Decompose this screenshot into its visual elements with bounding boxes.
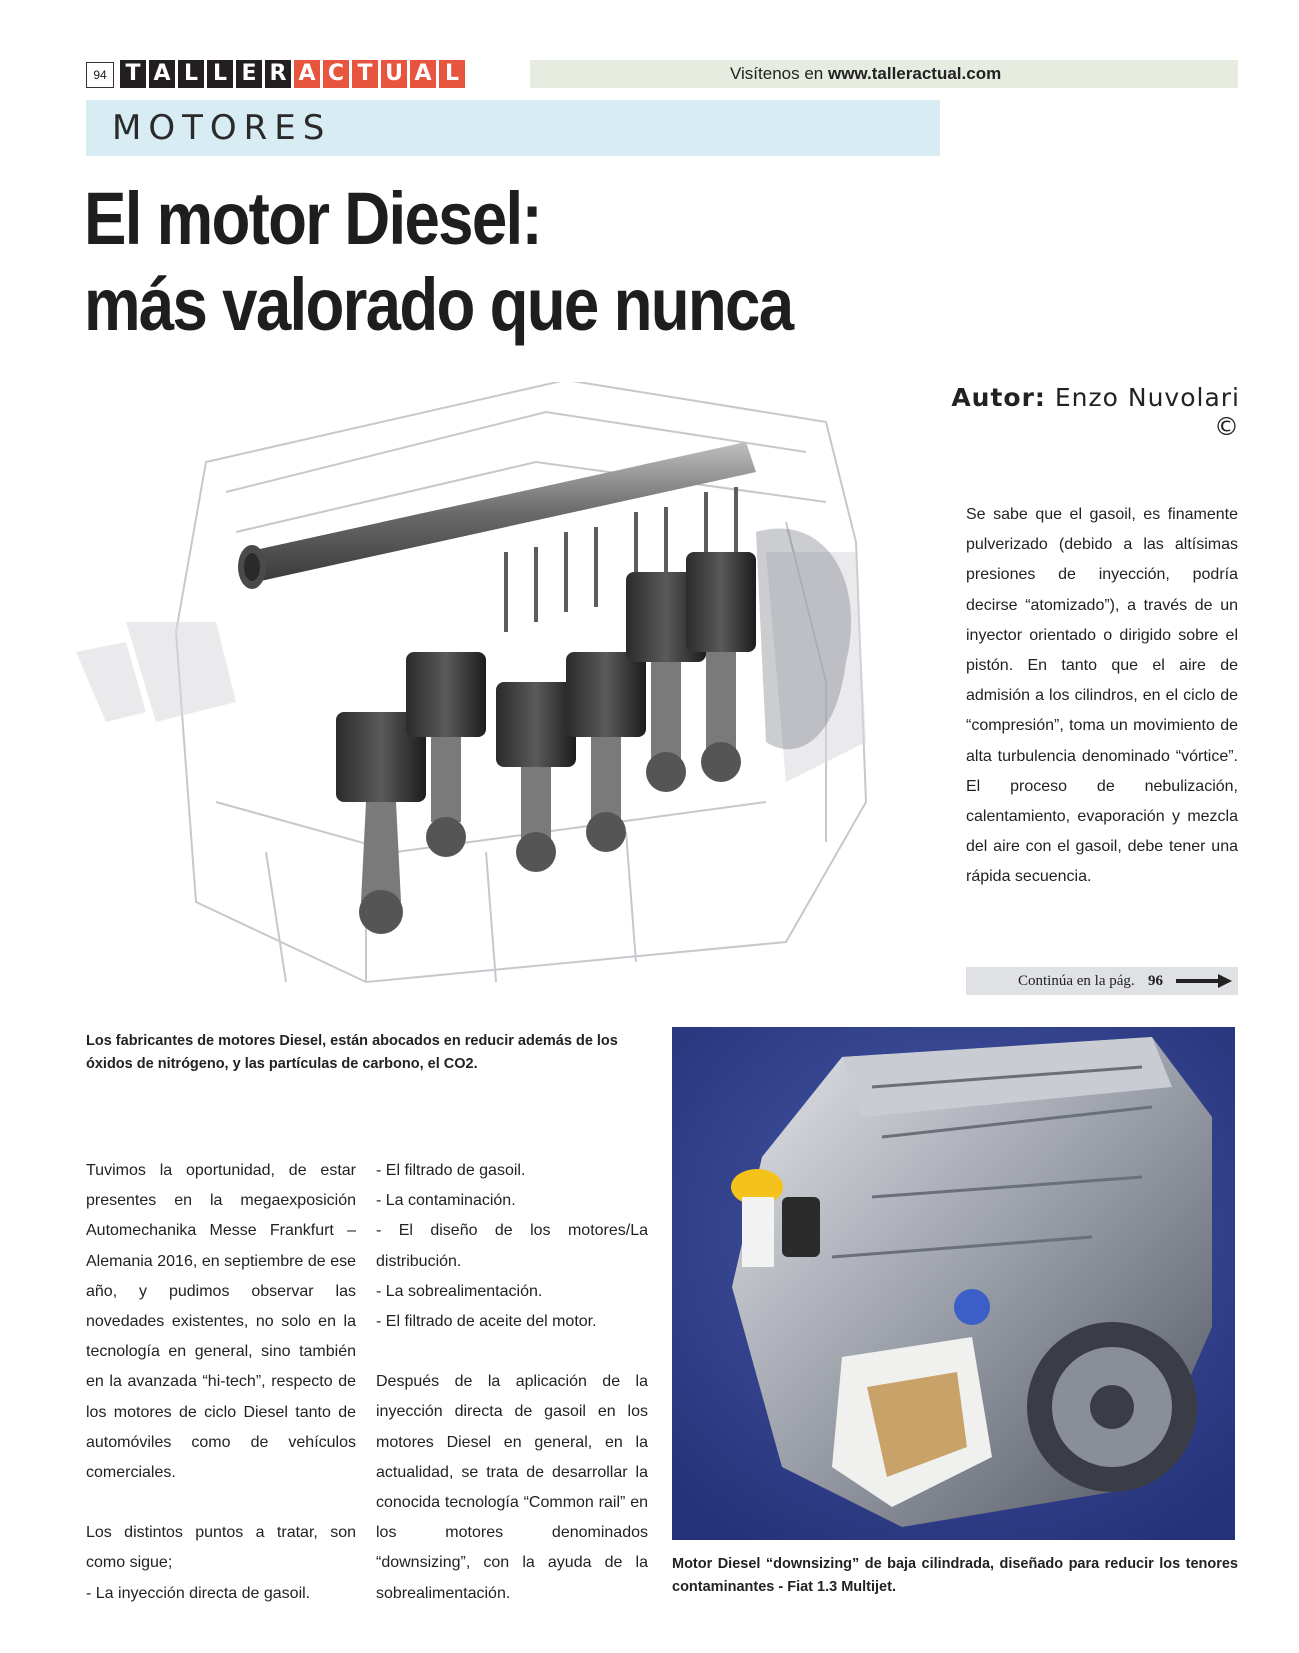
engine-photo (672, 1027, 1235, 1540)
logo-letter: A (149, 60, 175, 88)
article-column-1 (86, 1156, 356, 1609)
logo-letter: L (439, 60, 465, 88)
logo-letter: T (352, 60, 378, 88)
website-link[interactable]: www.talleractual.com (827, 64, 1002, 83)
author-label: Autor: (951, 383, 1046, 412)
website-text (730, 60, 1001, 88)
logo-letter: E (236, 60, 262, 88)
list-item: - El filtrado de aceite del motor. (376, 1313, 597, 1331)
author-credit (935, 383, 1240, 441)
transparent-engine-illustration (66, 382, 916, 1002)
logo-letter: T (120, 60, 146, 88)
image-caption-bottom: Motor Diesel “downsizing” de baja cilindrada, diseñado para reducir los tenores contaminantes - Fiat 1.3 Multijet. (672, 1556, 1238, 1595)
image-caption-top: Los fabricantes de motores Diesel, están abocados en reducir además de los óxidos de nitrógeno, y las partículas de carbono, el CO2. (86, 1033, 618, 1072)
list-item: - El diseño de los motores/La distribución. (376, 1222, 648, 1270)
logo-letter: L (178, 60, 204, 88)
continue-text: Continúa en la pág. (1018, 973, 1135, 989)
list-item: - La inyección directa de gasoil. (86, 1584, 311, 1602)
paragraph: Los distintos puntos a tratar, son como sigue; (86, 1524, 356, 1572)
section-label: MOTORES (86, 100, 940, 156)
intro-paragraph: Se sabe que el gasoil, es finamente pulverizado (debido a las altísimas presiones de inyección, podría decirse “atomizado”), a través de un inyector orientado o dirigido sobre el pistón. En tanto que el aire de admisión a los cilindros, en el ciclo de “compresión”, toma un movimiento de alta turbulencia denominado “vórtice”. El proceso de nebulización, calentamiento, evaporación y mezcla del aire con el gasoil, debe tener una rápida secuencia. (966, 506, 1238, 886)
paragraph: Después de la aplicación de la inyección directa de gasoil en los motores Diesel en general, en la actualidad, se trata de desarrollar la conocida tecnología “Common rail” en los motores denominados “downsizing”, con la ayuda de la sobrealimentación. (376, 1373, 648, 1602)
continue-on-page[interactable] (966, 967, 1238, 995)
logo-letter: R (265, 60, 291, 88)
page-number: 94 (86, 62, 114, 88)
article-title (84, 176, 944, 348)
logo-letter: C (323, 60, 349, 88)
list-item: - La contaminación. (376, 1192, 516, 1210)
engine-photo-illustration (672, 1027, 1235, 1540)
author-name: Enzo Nuvolari © (1045, 383, 1240, 441)
title-line-1: El motor Diesel: (84, 177, 541, 260)
list-item: - El filtrado de gasoil. (376, 1162, 526, 1179)
logo-letter: A (294, 60, 320, 88)
visit-prefix: Visítenos en (730, 64, 828, 83)
title-line-2: más valorado que nunca (84, 263, 793, 346)
article-column-2 (376, 1156, 648, 1639)
arrow-right-icon (1176, 974, 1232, 988)
logo-letter: L (207, 60, 233, 88)
magazine-logo (120, 60, 465, 88)
paragraph: Tuvimos la oportunidad, de estar presentes en la megaexposición Automechanika Messe Frankfurt – Alemania 2016, en septiembre de ese año, y pudimos observar las novedades existentes, no solo en la tecnología en general, sino también en la avanzada “hi-tech”, respecto de los motores de ciclo Diesel tanto de automóviles como de vehículos comerciales. (86, 1162, 356, 1482)
website-bar (530, 60, 1238, 88)
continue-page-number: 96 (1148, 973, 1163, 989)
logo-letter: A (410, 60, 436, 88)
list-item: - La sobrealimentación. (376, 1282, 543, 1300)
logo-letter: U (381, 60, 407, 88)
